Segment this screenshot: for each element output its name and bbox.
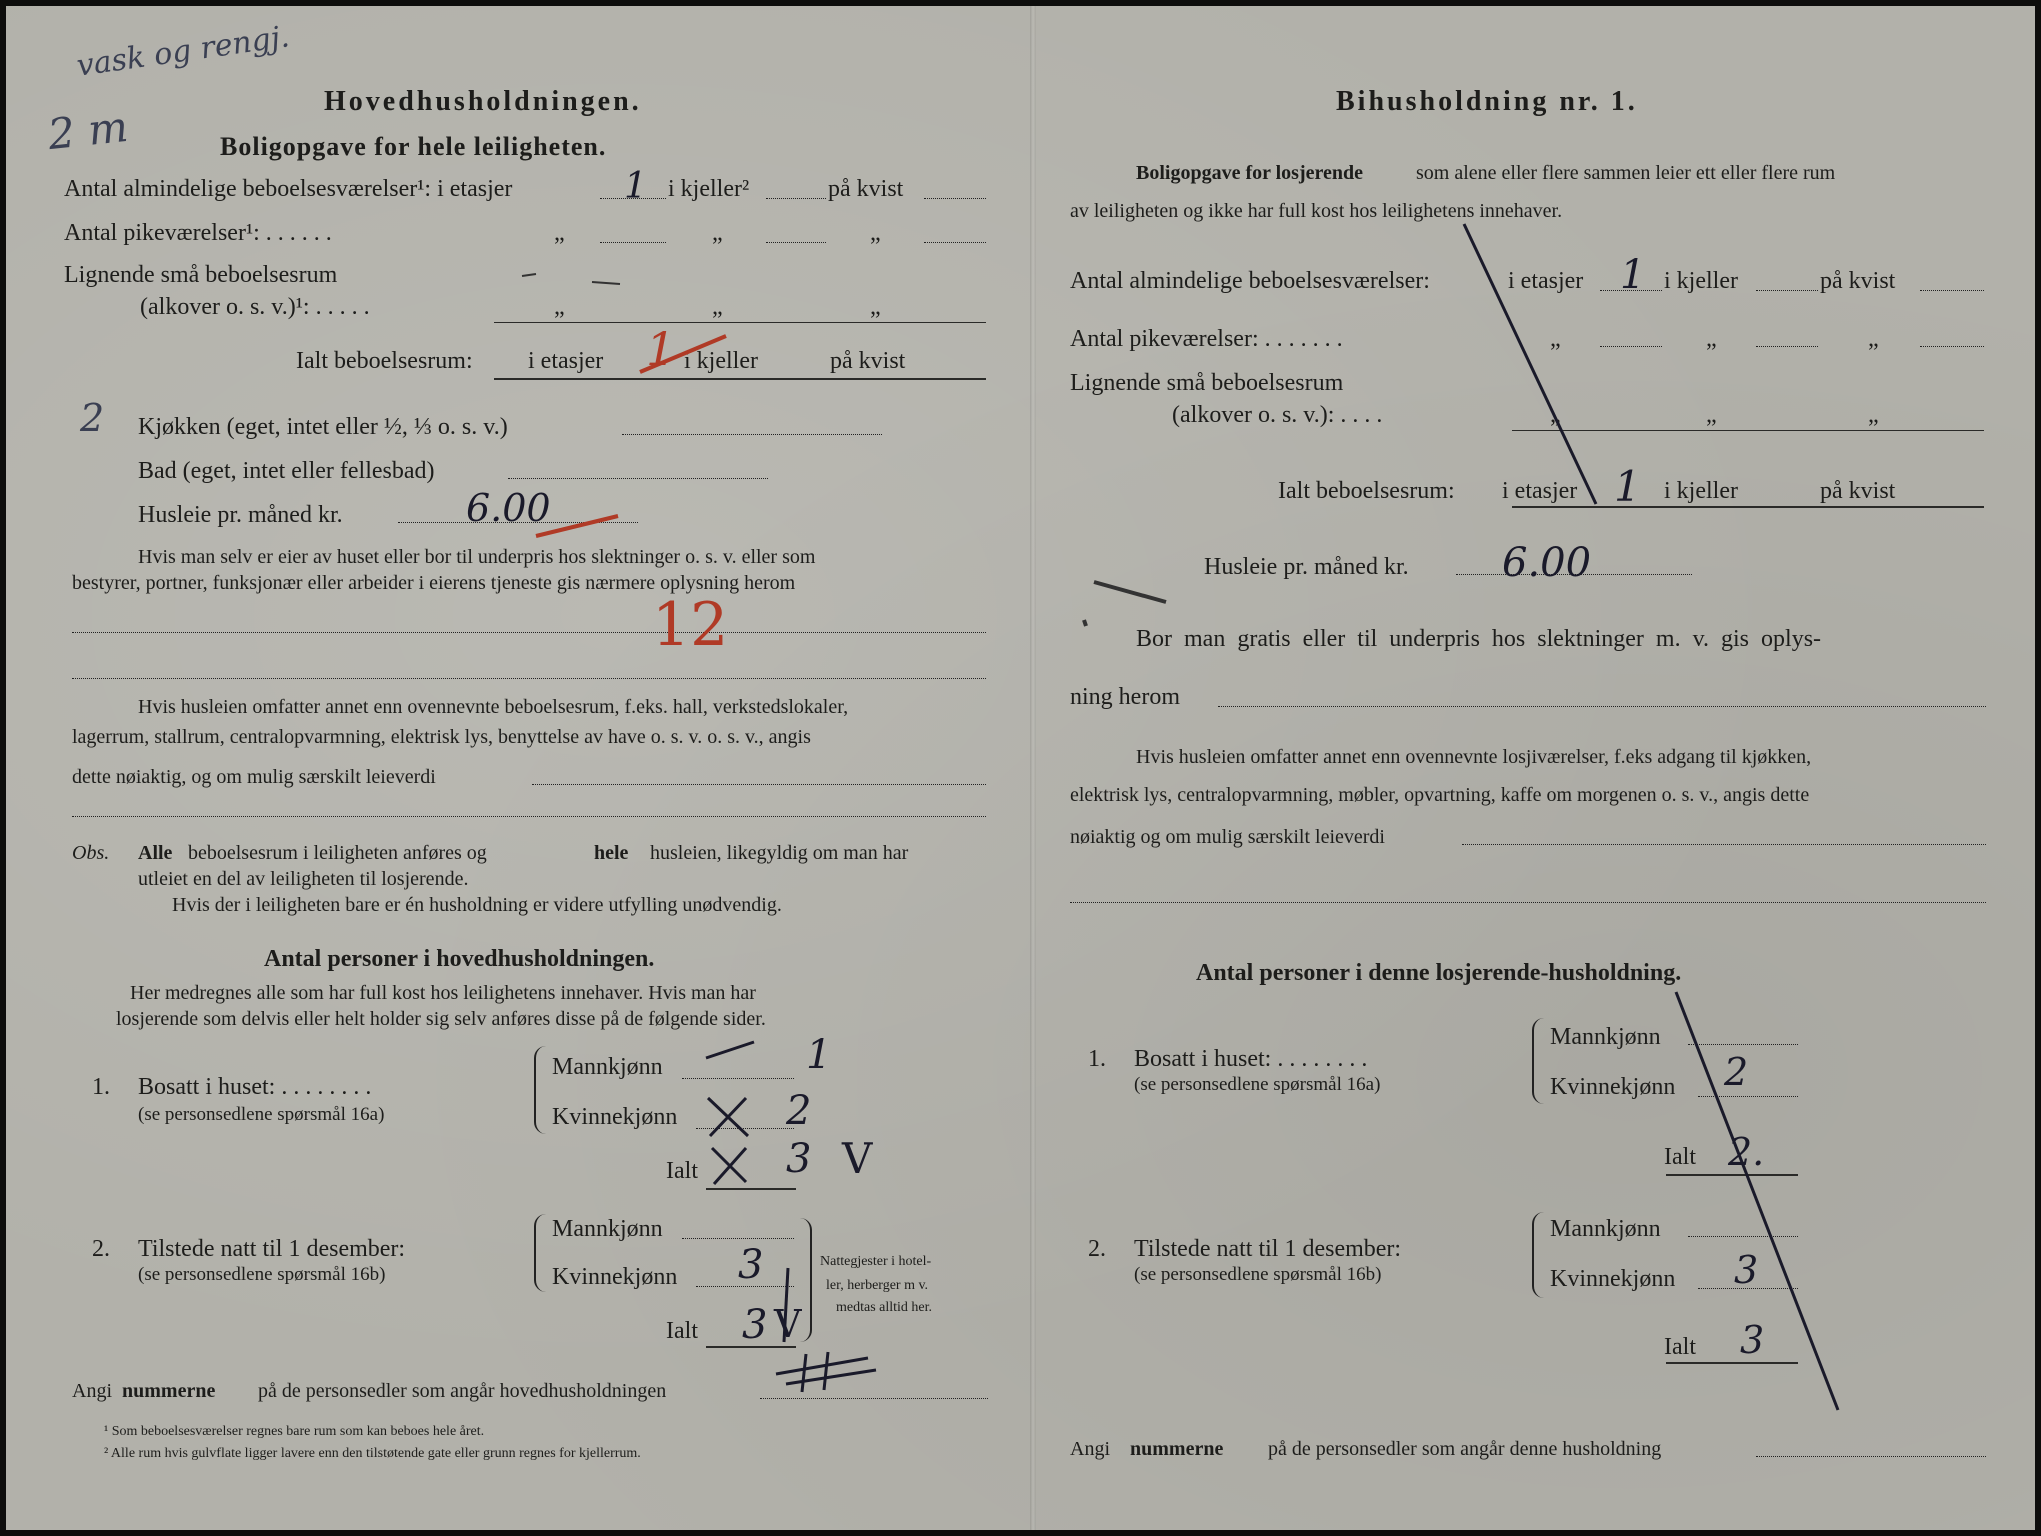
left-eier-text-2: bestyrer, portner, funksjonær eller arbeider i eierens tjeneste gis nærmere oplysning herom <box>72 572 796 594</box>
right-row-lignende-2: (alkover o. s. v.): . . . . <box>1172 402 1383 428</box>
ditto-mark: „ <box>870 220 881 246</box>
hw-left-kjokken-mark: 2 <box>80 396 105 440</box>
handwritten-note-top: vask og rengj. <box>74 19 292 84</box>
left-q2-sub: (se personsedlene spørsmål 16b) <box>138 1264 386 1285</box>
right-ialt-etasjer: i etasjer <box>1502 478 1578 504</box>
left-husleie: Husleie pr. måned kr. <box>138 502 343 528</box>
right-row-pike: Antal pikeværelser: . . . . . . . <box>1070 326 1343 352</box>
left-eier-text-1: Hvis man selv er eier av huset eller bor til underpris hos slektninger o. s. v. eller som <box>138 546 816 568</box>
hw-right-husleie: 6.00 <box>1502 540 1592 586</box>
ditto-mark: „ <box>870 294 881 320</box>
left-nattegjester-2: ler, herberger m v. <box>826 1278 929 1293</box>
pen-stroke <box>784 1268 788 1342</box>
right-q1-ialt: Ialt <box>1664 1144 1696 1170</box>
pencil-tick <box>522 274 536 276</box>
left-kjokken: Kjøkken (eget, intet eller ½, ⅓ o. s. v.) <box>138 414 508 440</box>
hw-left-q2-ialt: 3 <box>742 1302 768 1348</box>
right-q1-mann: Mannkjønn <box>1550 1024 1661 1050</box>
ditto-mark: „ <box>1706 326 1717 352</box>
left-q1-mann: Mannkjønn <box>552 1054 663 1080</box>
left-personer-text-2: losjerende som delvis eller helt holder sig selv anføres disse på de følgende sider. <box>116 1008 766 1030</box>
hw-right-ialt-etasjer: 1 <box>1614 462 1641 511</box>
right-intro-1a: Boligopgave for losjerende <box>1136 162 1364 184</box>
right-kvist-label: på kvist <box>1820 268 1896 294</box>
right-ialt-label: Ialt beboelsesrum: <box>1278 478 1455 504</box>
handwritten-strokes <box>6 6 2035 1530</box>
right-omfatter-3: nøiaktig og om mulig særskilt leieverdi <box>1070 826 1385 848</box>
ditto-mark: „ <box>712 220 723 246</box>
left-row-pike: Antal pikeværelser¹: . . . . . . <box>64 220 332 246</box>
hw-left-husleie: 6.00 <box>466 486 551 530</box>
left-ialt-etasjer: i etasjer <box>528 348 604 374</box>
left-obs-hele: hele <box>594 842 629 864</box>
pencil-dash <box>1094 582 1166 602</box>
hw-left-q1-ialt: 3 <box>786 1136 812 1182</box>
hw-left-etasjer: 1 <box>624 166 647 207</box>
left-ialt-label: Ialt beboelsesrum: <box>296 348 473 374</box>
crossout-mark <box>712 1148 746 1184</box>
left-q2-num: 2. <box>92 1236 110 1262</box>
right-q2-sub: (se personsedlene spørsmål 16b) <box>1134 1264 1382 1285</box>
left-q1-ialt: Ialt <box>666 1158 698 1184</box>
left-obs-1: beboelsesrum i leiligheten anføres og <box>188 842 487 864</box>
ditto-mark: „ <box>1550 402 1561 428</box>
left-row-almindelige: Antal almindelige beboelsesværelser¹: i etasjer <box>64 176 513 202</box>
hw-right-q2-kvinne: 3 <box>1734 1248 1759 1292</box>
hw-right-q1-ialt: 2. <box>1728 1130 1765 1174</box>
left-obs-1d: husleien, likegyldig om man har <box>650 842 909 864</box>
left-obs-2: utleiet en del av leiligheten til losjerende. <box>138 868 469 890</box>
left-nattegjester-3: medtas alltid her. <box>836 1300 933 1315</box>
hw-left-red-number: 12 <box>652 590 729 660</box>
hw-left-check-1: V <box>842 1134 873 1183</box>
hw-left-q2-kvinne: 3 <box>738 1242 764 1288</box>
ditto-mark: „ <box>1706 402 1717 428</box>
left-row-lignende-1: Lignende små beboelsesrum <box>64 262 338 288</box>
left-footnote-2: ² Alle rum hvis gulvflate ligger lavere enn den tilstøtende gate eller grunn regnes for kjellerrum. <box>104 1446 641 1461</box>
left-footnote-1: ¹ Som beboelsesværelser regnes bare rum som kan beboes hele året. <box>104 1424 485 1439</box>
right-row-almindelige: Antal almindelige beboelsesværelser: <box>1070 268 1430 294</box>
right-q1-num: 1. <box>1088 1046 1106 1072</box>
left-omfatter-1: Hvis husleien omfatter annet enn ovennevnte beboelsesrum, f.eks. hall, verkstedslokaler, <box>138 696 849 718</box>
right-title: Bihusholdning nr. 1. <box>1336 86 1638 117</box>
left-row-lignende-2: (alkover o. s. v.)¹: . . . . . <box>140 294 370 320</box>
strike-diagonal-upper <box>1464 224 1596 504</box>
left-ialt-kjeller: i kjeller <box>684 348 758 374</box>
hw-right-etasjer: 1 <box>1620 252 1646 298</box>
ditto-mark: „ <box>1868 402 1879 428</box>
left-bad: Bad (eget, intet eller fellesbad) <box>138 458 435 484</box>
left-q1-num: 1. <box>92 1074 110 1100</box>
left-q2-ialt: Ialt <box>666 1318 698 1344</box>
right-angi-a: Angi <box>1070 1438 1110 1460</box>
right-etasjer-label: i etasjer <box>1508 268 1584 294</box>
right-q1-kvinne: Kvinnekjønn <box>1550 1074 1676 1100</box>
left-q2-kvinne: Kvinnekjønn <box>552 1264 678 1290</box>
right-angi-c: på de personsedler som angår denne husholdning <box>1268 1438 1662 1460</box>
hw-right-q2-ialt: 3 <box>1740 1318 1765 1362</box>
ditto-mark: „ <box>1550 326 1561 352</box>
ditto-mark: „ <box>712 294 723 320</box>
left-q1-label: Bosatt i huset: . . . . . . . . <box>138 1074 372 1100</box>
crossout-mark <box>708 1098 748 1136</box>
right-ialt-kjeller: i kjeller <box>1664 478 1738 504</box>
hw-left-q1-mann: 1 <box>806 1032 832 1078</box>
left-omfatter-2: lagerrum, stallrum, centralopvarmning, elektrisk lys, benyttelse av have o. s. v. o. s. v., angis <box>72 726 811 748</box>
left-subtitle: Boligopgave for hele leiligheten. <box>220 132 607 161</box>
right-intro-2: av leiligheten og ikke har full kost hos leilighetens innehaver. <box>1070 200 1563 222</box>
handwritten-note-corner: 2 m <box>45 101 131 160</box>
left-kjeller-label: i kjeller² <box>668 176 750 202</box>
right-gratis-2: ning herom <box>1070 684 1180 710</box>
crossout-mark <box>706 1042 754 1058</box>
left-kvist-label: på kvist <box>828 176 904 202</box>
left-q1-sub: (se personsedlene spørsmål 16a) <box>138 1104 385 1125</box>
right-intro-1b: som alene eller flere sammen leier ett eller flere rum <box>1416 162 1836 184</box>
right-q2-ialt: Ialt <box>1664 1334 1696 1360</box>
left-personer-text-1: Her medregnes alle som har full kost hos leilighetens innehaver. Hvis man har <box>130 982 756 1004</box>
right-q2-label: Tilstede natt til 1 desember: <box>1134 1236 1402 1262</box>
ditto-mark: „ <box>554 294 565 320</box>
left-q2-mann: Mannkjønn <box>552 1216 663 1242</box>
right-q2-mann: Mannkjønn <box>1550 1216 1661 1242</box>
left-angi-a: Angi <box>72 1380 112 1402</box>
left-ialt-kvist: på kvist <box>830 348 906 374</box>
hw-left-ialt-etasjer: 1 <box>646 322 676 376</box>
right-omfatter-2: elektrisk lys, centralopvarmning, møbler, opvartning, kaffe om morgenen o. s. v., angis dette <box>1070 784 1810 806</box>
ditto-mark: „ <box>1868 326 1879 352</box>
left-obs-alle: Alle <box>138 842 173 864</box>
left-obs-3: Hvis der i leiligheten bare er én husholdning er videre utfylling unødvendig. <box>172 894 782 916</box>
right-row-lignende-1: Lignende små beboelsesrum <box>1070 370 1344 396</box>
red-strike-mark <box>640 336 726 372</box>
right-personer-title: Antal personer i denne losjerende-husholdning. <box>1196 960 1682 986</box>
pencil-dot <box>1084 620 1086 626</box>
left-omfatter-3: dette nøiaktig, og om mulig særskilt leieverdi <box>72 766 436 788</box>
right-omfatter-1: Hvis husleien omfatter annet enn ovennevnte losjiværelser, f.eks adgang til kjøkken, <box>1136 746 1812 768</box>
census-form-sheet <box>6 6 2035 1530</box>
left-obs-label: Obs. <box>72 842 110 864</box>
ditto-mark: „ <box>554 220 565 246</box>
left-angi-c: på de personsedler som angår hovedhusholdningen <box>258 1380 667 1402</box>
hw-left-check-2: V <box>774 1302 802 1346</box>
right-kjeller-label: i kjeller <box>1664 268 1738 294</box>
right-ialt-kvist: på kvist <box>1820 478 1896 504</box>
hw-left-q1-kvinne: 2 <box>786 1088 812 1134</box>
right-q2-kvinne: Kvinnekjønn <box>1550 1266 1676 1292</box>
left-q1-kvinne: Kvinnekjønn <box>552 1104 678 1130</box>
right-q1-label: Bosatt i huset: . . . . . . . . <box>1134 1046 1368 1072</box>
right-angi-b: nummerne <box>1130 1438 1224 1460</box>
strike-diagonal-lower <box>1676 992 1838 1410</box>
pencil-tick <box>592 282 620 284</box>
right-q2-num: 2. <box>1088 1236 1106 1262</box>
left-angi-b: nummerne <box>122 1380 216 1402</box>
scribble-mark <box>776 1352 876 1392</box>
left-nattegjester-1: Nattegjester i hotel- <box>820 1254 932 1269</box>
right-gratis-1: Bor man gratis eller til underpris hos slektninger m. v. gis oplys- <box>1136 626 1822 652</box>
right-husleie: Husleie pr. måned kr. <box>1204 554 1409 580</box>
left-personer-title: Antal personer i hovedhusholdningen. <box>264 946 655 972</box>
hw-right-q1-kvinne: 2 <box>1724 1050 1749 1094</box>
left-title: Hovedhusholdningen. <box>324 86 642 117</box>
left-q2-label: Tilstede natt til 1 desember: <box>138 1236 406 1262</box>
red-underline-mark <box>536 516 618 536</box>
right-q1-sub: (se personsedlene spørsmål 16a) <box>1134 1074 1381 1095</box>
